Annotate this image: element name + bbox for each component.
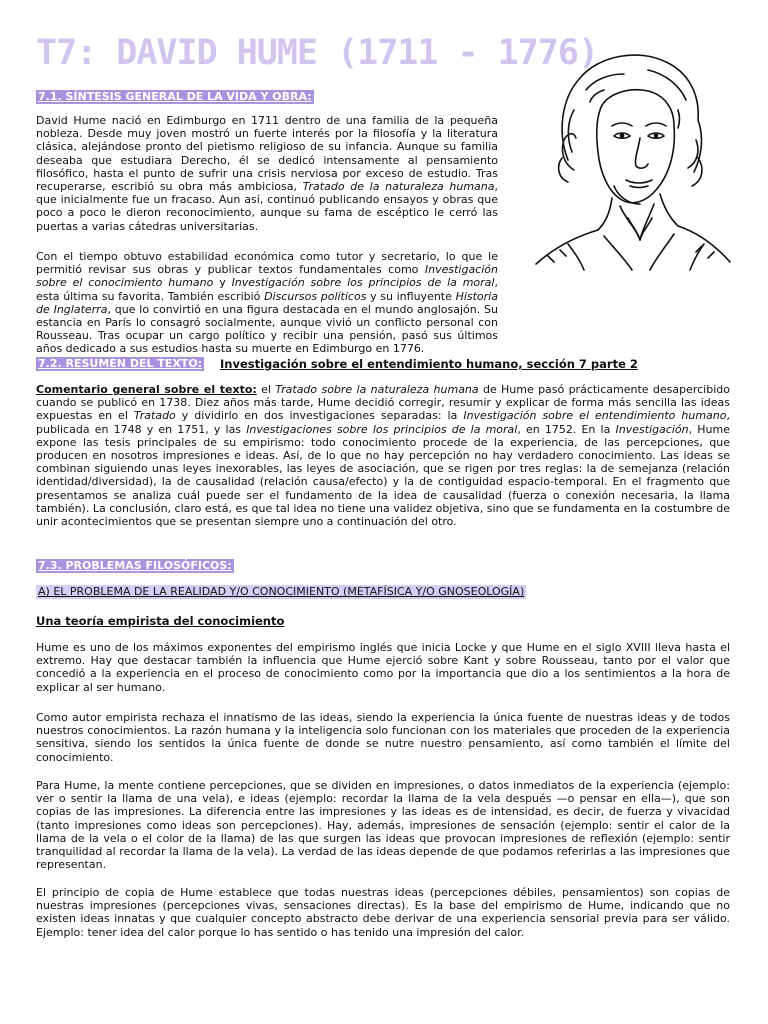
text-run: el bbox=[256, 383, 276, 396]
text-run: y su influyente bbox=[366, 289, 456, 303]
paragraph-biografia-1 bbox=[36, 114, 498, 233]
subheading-teoria-empirista: Una teoría empirista del conocimiento bbox=[36, 614, 285, 628]
italic-run: Tratado de la naturaleza humana bbox=[302, 180, 495, 194]
section-heading-resumen: 7.2. RESUMEN DEL TEXTO: bbox=[38, 357, 203, 370]
text-run: David Hume nació en Edimburgo en 1711 dentro de una familia de la pequeña nobleza. Desde muy joven mostró un fuerte interés por la filosofía y la literatura clásica, alejándose pronto del pietismo religioso de su infancia. Aunque su familia deseaba que estudiara Derecho, él se dedicó intensamente al pensamiento filosófico, hasta el punto de sufrir una crisis nerviosa por exceso de estudio. Tras recuperarse, escribió su obra más ambiciosa, bbox=[36, 114, 498, 194]
paragraph-biografia-2 bbox=[36, 250, 498, 356]
italic-run: Tratado bbox=[133, 409, 176, 423]
text-run: de Hume pasó prácticamente desapercibido cuando se publicó en 1738. Diez años más tarde, Hume decidió corregir, resumir y explicar de forma más sencilla las ideas expuestas en el bbox=[36, 383, 730, 423]
text-run: , que inicialmente fue un fracaso. Aun así, continuó publicando ensayos y obras que poco a poco le dieron reconocimiento, aunque su fama de escéptico le cerró las puertas a varias cátedras universitarias. bbox=[36, 180, 498, 233]
paragraph-comentario bbox=[36, 383, 730, 528]
bold-label: Comentario general sobre el texto: bbox=[36, 383, 257, 396]
paragraph-percepciones bbox=[36, 779, 730, 871]
text-run: y dividirlo en dos investigaciones separadas: la bbox=[175, 409, 464, 423]
text-run: Como autor empirista rechaza el innatismo de las ideas, siendo la experiencia la única fuente de nuestras ideas y de todos nuestros conocimientos. La razón humana y la inteligencia solo funcionan con los materiales que proceden de la experiencia sensitiva, siendo los sentidos la única fuente de donde se nutre nuestro pensamiento, así como también el límite del conocimiento. bbox=[36, 711, 730, 764]
portrait-engraving-icon bbox=[528, 40, 734, 272]
italic-run: Investigación sobre el conocimiento humano bbox=[36, 263, 498, 290]
text-run: , Hume expone las tesis principales de su empirismo: todo conocimiento procede de la experiencia, de las percepciones, que producen en nosotros impresiones e ideas. Así, de lo que no hay percepción no hay verdadero conocimiento. Las ideas se combinan siguiendo unas leyes inexorables, las leyes de asociación, que se rigen por tres reglas: la de semejanza (relación identidad/diversidad), la de causalidad (relación causa/efecto) y la de contiguidad espacio-temporal. En el fragmento que presentamos se analiza cuál puede ser el fundamento de la idea de causalidad (fuerza o conexión necesaria, la llama también). La conclusión, claro está, es que tal idea no tiene una validez objetiva, sino que se fundamenta en la costumbre de unir acontecimientos que se presentan siempre uno a continuación del otro. bbox=[36, 422, 730, 529]
text-run: Hume es uno de los máximos exponentes del empirismo inglés que inicia Locke y que Hume en el siglo XVIII lleva hasta el extremo. Hay que destacar también la influencia que Hume ejerció sobre Kant y sobre Rousseau, tanto por el valor que concedió a la experiencia en el proceso de conocimiento como por la importancia que dio a los sentimientos a la hora de explicar al ser humano. bbox=[36, 641, 730, 694]
page-title: T7: DAVID HUME (1711 - 1776) bbox=[36, 33, 599, 73]
paragraph-empirismo-2 bbox=[36, 711, 730, 764]
section-heading-vida-obra: 7.1. SÍNTESIS GENERAL DE LA VIDA Y OBRA: bbox=[38, 90, 312, 103]
italic-run: Investigación bbox=[615, 422, 689, 436]
section-heading-problemas: 7.3. PROBLEMAS FILOSÓFICOS: bbox=[38, 559, 232, 572]
text-run: , publicada en 1748 y en 1751, y las bbox=[36, 409, 730, 436]
italic-run: Tratado sobre la naturaleza humana bbox=[275, 383, 479, 396]
text-run: y bbox=[213, 276, 232, 290]
text-run: , esta última su favorita. También escribió bbox=[36, 276, 498, 303]
italic-run: Investigación sobre el entendimiento humano bbox=[463, 409, 727, 423]
text-run: , que lo convirtió en una figura destacada en el mundo anglosajón. Su estancia en París lo consagró socialmente, aunque vivió un conflicto personal con Rousseau. Tras ocupar un cargo político y recibir una pensión, pasó sus últimos años dedicado a sus estudios hasta su muerte en Edimburgo en 1776. bbox=[36, 302, 498, 356]
text-title: Investigación sobre el entendimiento humano, sección 7 parte 2 bbox=[220, 357, 638, 371]
subsection-heading-a: A) EL PROBLEMA DE LA REALIDAD Y/O CONOCIMIENTO (METAFÍSICA Y/O GNOSEOLOGÍA) bbox=[38, 585, 525, 598]
text-run: Para Hume, la mente contiene percepciones, que se dividen en impresiones, o datos inmediatos de la experiencia (ejemplo: ver o sentir la llama de una vela), e ideas (ejemplo: recordar la llama de la vela después —o pensar en ella—), que son copias de las impresiones. La diferencia entre las impresiones y las ideas es de intensidad, es decir, de fuerza y vivacidad (tanto impresiones como ideas son percepciones). Hay, además, impresiones de sensación (ejemplo: sentir el calor de la llama de la vela o el color de la llama) de las que surgen las ideas que provocan impresiones de reflexión (ejemplo: sentir tranquilidad al recordar la llama de la vela). La verdad de las ideas depende de que podamos referirlas a las impresiones que representan. bbox=[36, 779, 730, 872]
text-run: El principio de copia de Hume establece que todas nuestras ideas (percepciones débiles, pensamientos) son copias de nuestras impresiones (percepciones vivas, sensaciones directas). Es la base del empirismo de Hume, indicando que no existen ideas innatas y que cualquier concepto abstracto debe derivar de una experiencia sensorial previa para ser válido. Ejemplo: tener idea del calor porque lo has sentido o has tenido una impresión del calor. bbox=[36, 886, 730, 939]
italic-run: Historia de Inglaterra bbox=[36, 289, 498, 316]
italic-run: Investigaciones sobre los principios de la moral bbox=[246, 422, 518, 436]
text-run: Con el tiempo obtuvo estabilidad económica como tutor y secretario, lo que le permitió revisar sus obras y publicar textos fundamentales como bbox=[36, 250, 498, 277]
text-run: , en 1752. En la bbox=[517, 422, 616, 436]
italic-run: Discursos políticos bbox=[264, 289, 367, 303]
paragraph-empirismo-1 bbox=[36, 641, 730, 694]
italic-run: Investigación sobre los principios de la moral bbox=[231, 276, 495, 290]
paragraph-principio-copia bbox=[36, 886, 730, 939]
